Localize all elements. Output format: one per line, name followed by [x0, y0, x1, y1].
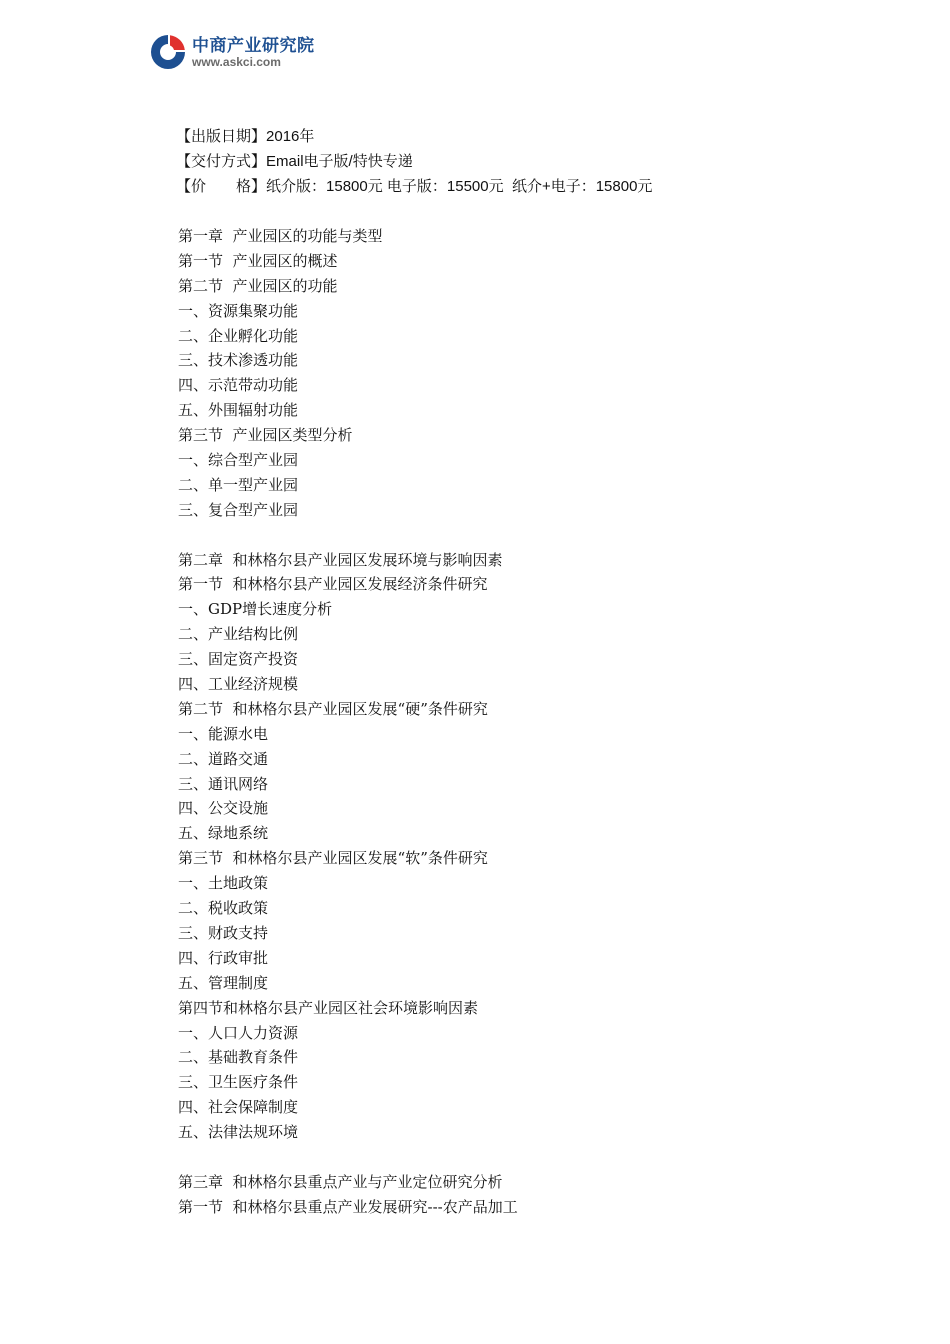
toc-line: 二、企业孵化功能 [178, 326, 299, 345]
toc-line: 四、行政审批 [178, 948, 269, 967]
toc-line: 第三章 和林格尔县重点产业与产业定位研究分析 [178, 1172, 503, 1191]
delivery-value: Email电子版/特快专递 [266, 153, 413, 170]
toc-line: 一、人口人力资源 [178, 1023, 299, 1042]
logo-name: 中商产业研究院 [192, 35, 315, 56]
price-value: 纸介版：15800元 电子版：15500元 纸介+电子：15800元 [266, 178, 653, 195]
toc-spacer [178, 523, 518, 548]
toc-line: 三、卫生医疗条件 [178, 1073, 299, 1092]
toc-line: 一、土地政策 [178, 874, 269, 893]
toc-line: 第一节 和林格尔县产业园区发展经济条件研究 [178, 575, 488, 594]
publish-date-label: 【出版日期】 [176, 127, 267, 145]
toc-line: 四、示范带动功能 [178, 376, 299, 395]
price-line [176, 174, 652, 199]
toc-line: 二、基础教育条件 [178, 1048, 299, 1067]
toc-line: 一、资源集聚功能 [178, 301, 299, 320]
toc-line: 第二节 产业园区的功能 [178, 276, 338, 295]
publish-date-value: 2016年 [266, 128, 315, 145]
toc-line: 四、工业经济规模 [178, 675, 299, 694]
toc-line: 第二节 和林格尔县产业园区发展“硬”条件研究 [178, 699, 488, 718]
table-of-contents [178, 224, 518, 1220]
toc-line: 二、道路交通 [178, 749, 269, 768]
toc-line: 四、公交设施 [178, 799, 269, 818]
toc-line: 三、技术渗透功能 [178, 351, 299, 370]
toc-line: 第三节 产业园区类型分析 [178, 426, 353, 445]
toc-line: 第一节 和林格尔县重点产业发展研究---农产品加工 [178, 1197, 518, 1216]
toc-line: 第一章 产业园区的功能与类型 [178, 227, 383, 245]
report-meta [176, 124, 652, 199]
company-logo [148, 32, 315, 72]
toc-line: 一、能源水电 [178, 724, 269, 743]
toc-line: 三、通讯网络 [178, 774, 269, 793]
toc-line: 二、产业结构比例 [178, 625, 299, 644]
toc-spacer [178, 1145, 518, 1170]
toc-line: 五、法律法规环境 [178, 1123, 299, 1142]
toc-line: 第一节 产业园区的概述 [178, 251, 338, 270]
toc-line: 第三节 和林格尔县产业园区发展“软”条件研究 [178, 849, 488, 868]
toc-line: 二、单一型产业园 [178, 475, 299, 494]
toc-line: 三、复合型产业园 [178, 500, 299, 519]
price-label: 【价 格】 [176, 177, 267, 195]
toc-line: 二、税收政策 [178, 899, 269, 918]
toc-line: 五、绿地系统 [178, 824, 269, 843]
toc-line: 第四节和林格尔县产业园区社会环境影响因素 [178, 998, 479, 1017]
toc-line: 第二章 和林格尔县产业园区发展环境与影响因素 [178, 550, 503, 569]
delivery-line [176, 149, 652, 174]
toc-line: 三、固定资产投资 [178, 650, 299, 669]
toc-line: 五、外围辐射功能 [178, 401, 299, 420]
toc-line: 五、管理制度 [178, 973, 269, 992]
delivery-label: 【交付方式】 [176, 152, 267, 170]
toc-line: 四、社会保障制度 [178, 1098, 299, 1117]
logo-url: www.askci.com [192, 54, 281, 69]
toc-line: 三、财政支持 [178, 923, 269, 942]
askci-logo-icon [148, 32, 188, 72]
toc-line: 一、综合型产业园 [178, 451, 299, 470]
toc-line: 一、GDP增长速度分析 [178, 600, 333, 619]
publish-date-line [176, 124, 652, 149]
